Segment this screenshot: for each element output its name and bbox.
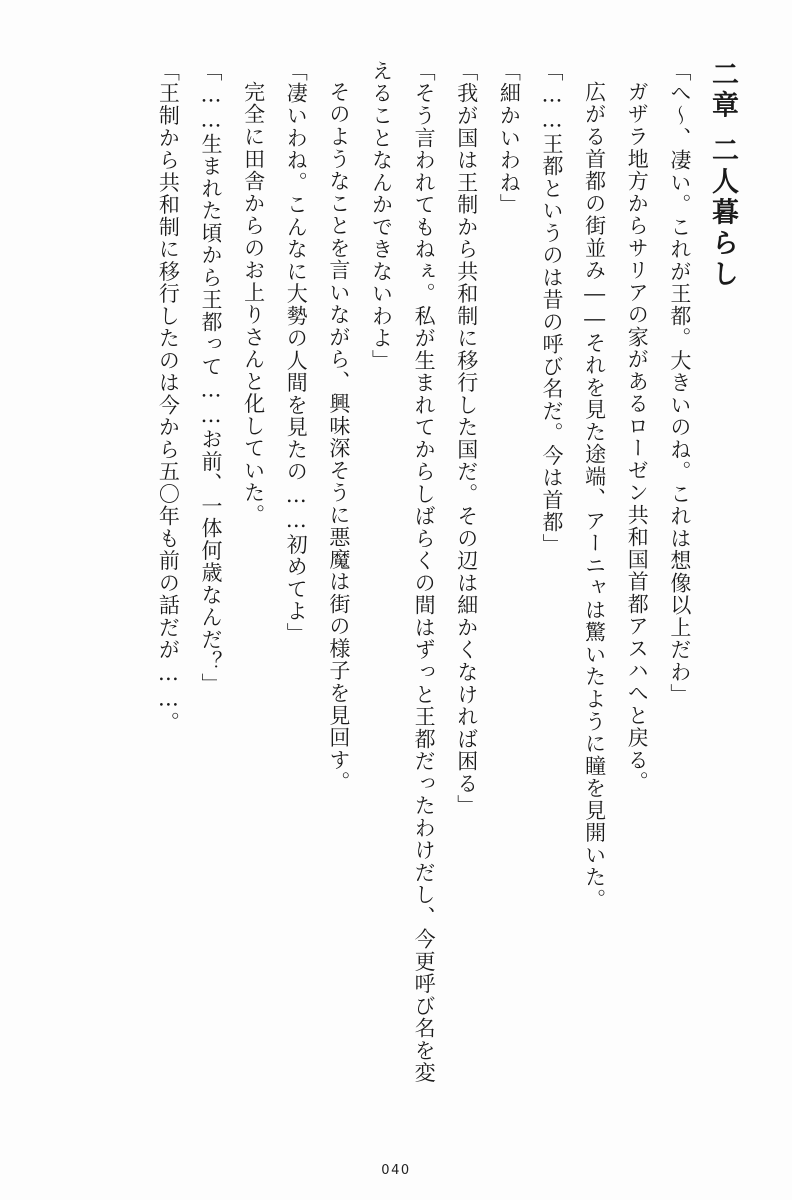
paragraph: ガザラ地方からサリアの家があるローゼン共和国首都アスハへと戻る。	[625, 81, 650, 794]
paragraph: 「……王都というのは昔の呼び名だ。今は首都」	[539, 60, 564, 556]
paragraph: 「へ～、凄い。これが王都。大きいのね。これは想像以上だわ」	[667, 60, 692, 706]
paragraph: 完全に田舎からのお上りさんと化していた。	[241, 81, 266, 527]
chapter-title: 二人暮らし	[707, 136, 738, 291]
paragraph: そのようなことを言いながら、興味深そうに悪魔は街の様子を見回す。	[326, 81, 351, 794]
paragraph: 「我が国は王制から共和制に移行した国だ。その辺は細かくなければ困る」	[454, 60, 479, 817]
paragraph: 「凄いわね。こんなに大勢の人間を見たの……初めてよ」	[284, 60, 309, 645]
paragraph: 「細かいわね」	[497, 60, 522, 216]
paragraph: 「王制から共和制に移行したのは今から五〇年も前の話だが……。	[156, 60, 181, 734]
chapter-heading	[701, 60, 744, 1090]
chapter-number: 二章	[707, 60, 738, 122]
paragraph: 「……生まれた頃から王都って……お前、一体何歳なんだ？」	[198, 60, 223, 696]
vertical-text-body	[84, 60, 744, 1090]
page-number: 040	[381, 1163, 411, 1178]
paragraph: 「そう言われてもねぇ。私が生まれてからしばらくの間はずっと王都だったわけだし、今更呼び名を変えることなんかできないわよ」	[369, 60, 437, 1084]
paragraph: 広がる首都の街並み――それを見た途端、アーニャは驚いたように瞳を見開いた。	[582, 81, 607, 911]
